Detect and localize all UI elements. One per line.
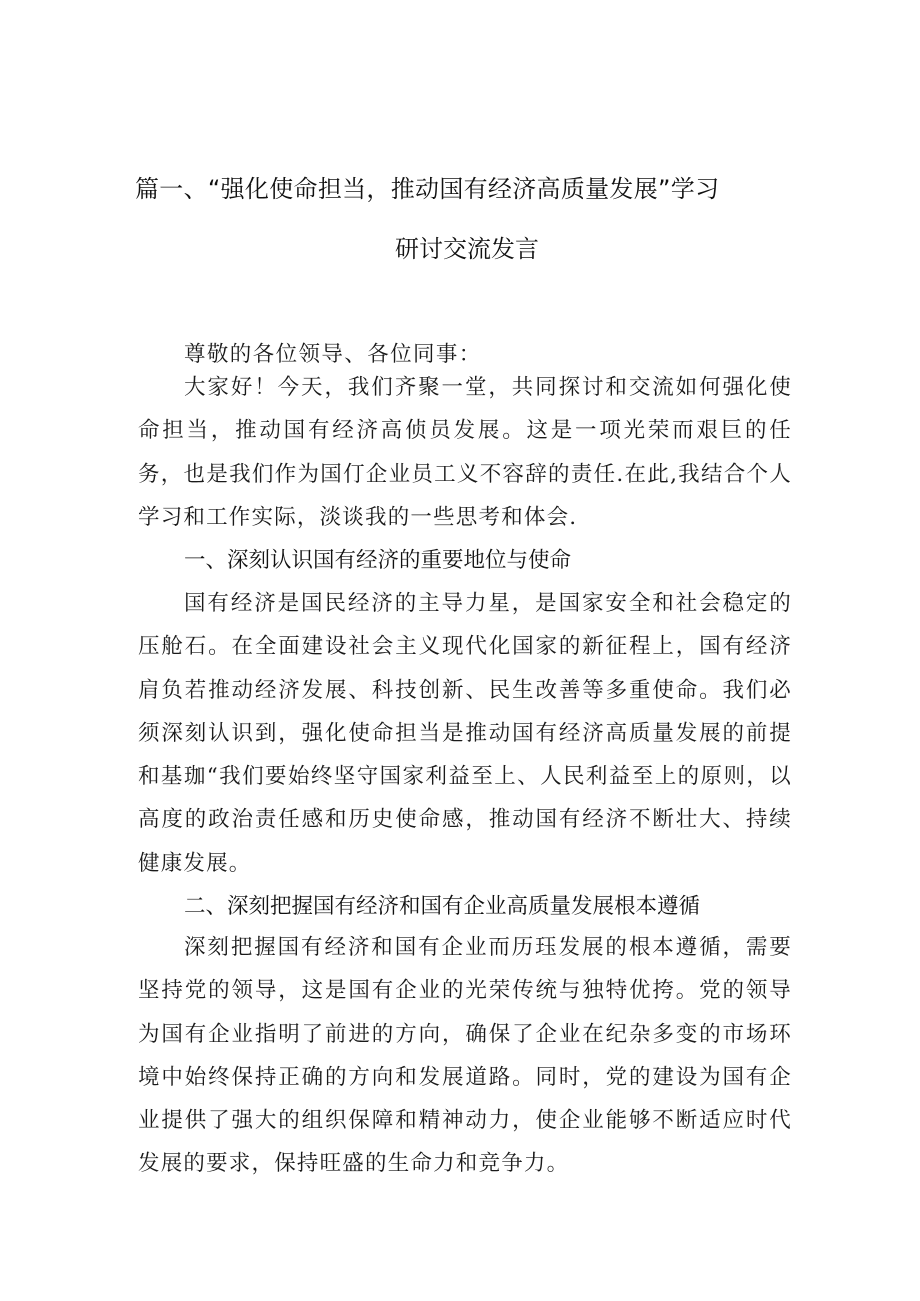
paragraph-section-1: 国有经济是国民经济的主导力星，是国家安全和社会稳定的压舱石。在全面建设社会主义现代化国家的新征程上，国有经济肩负若推动经济发展、科技创新、民生改善等多重使命。我们必须深刻认识到，强化使命担当是推动国有经济高质量发展的前提和基珈“我们要始终坚守国家利益至上、人民利益至上的原则，以高度的政治责任感和历史使命感，推动国有经济不断壮大、持续健康发展。 — [138, 591, 792, 876]
paragraph-section-2: 深刻把握国有经济和国有企业而历珏发展的根本遵循，需要坚持党的领导，这是国有企业的光荣传统与独特优挎。党的领导为国有企业指明了前进的方向，确保了企业在纪杂多变的市场环境中始终保持正确的方向和发展道路。同时，党的建设为国有企业提供了强大的组织保障和精神动力，使企业能够不断适应时代发展的要求，保持旺盛的生命力和竞争力。 — [138, 935, 792, 1177]
paragraph-intro: 大家好！今天，我们齐聚一堂，共同探讨和交流如何强化使命担当，推动国有经济高侦员发展。这是一项光荣而艰巨的任务，也是我们作为国仃企业员工义不容辞的责任.在此,我结合个人学习和工作实际，淡谈我的一些思考和体会. — [138, 375, 792, 530]
salutation: 尊敬的各位领导、各位同事： — [184, 342, 482, 367]
document-title-line-1: 篇一、“强化使命担当，推动国有经济高质量发展”学习 — [135, 175, 720, 203]
section-heading-1: 一、深刻认识国有经济的重要地位与使命 — [184, 548, 572, 573]
section-heading-2: 二、深刻把握国有经济和国有企业高质量发展根本遵循 — [184, 894, 701, 919]
document-title-line-2: 研讨交流发言 — [395, 235, 539, 263]
